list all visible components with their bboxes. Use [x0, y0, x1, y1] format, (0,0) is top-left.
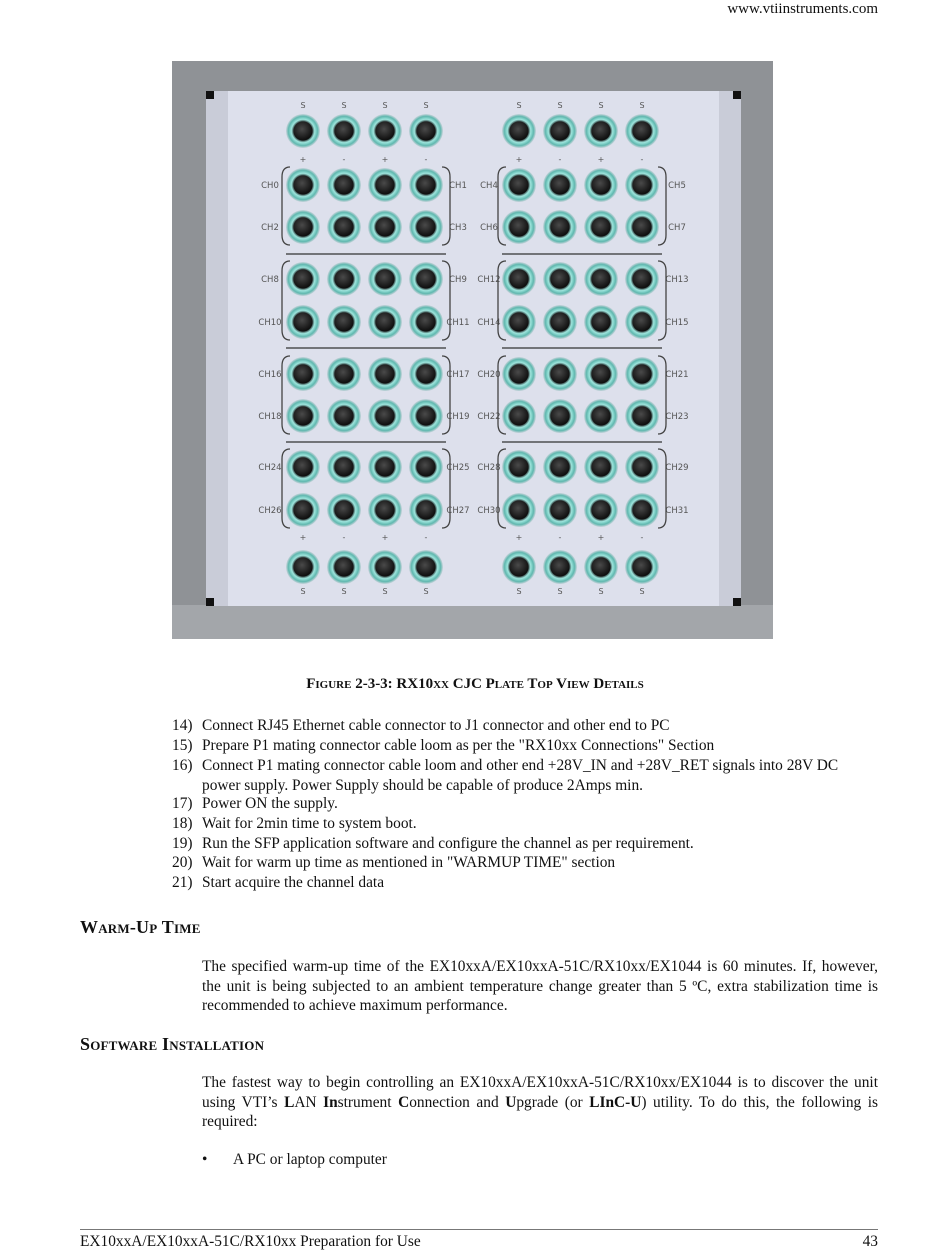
connector-pin: [551, 458, 570, 477]
shield-label: S: [423, 101, 429, 110]
connector-pin: [633, 458, 652, 477]
polarity-label: +: [299, 155, 307, 164]
polarity-label: +: [515, 155, 523, 164]
channel-label: CH3: [449, 223, 467, 233]
step-number: 20): [172, 854, 193, 871]
connector-pin: [376, 122, 395, 141]
channel-label: CH6: [480, 223, 498, 233]
connector-pin: [417, 501, 436, 520]
connector-pin: [417, 270, 436, 289]
channel-label: CH8: [261, 275, 279, 285]
connector-pin: [417, 558, 436, 577]
channel-label: CH13: [665, 275, 689, 285]
step-item: [172, 756, 848, 795]
connector-pin: [294, 407, 313, 426]
cjc-plate-image: [172, 61, 773, 639]
connector-pin: [294, 458, 313, 477]
connector-pin: [551, 218, 570, 237]
connector-pin: [335, 270, 354, 289]
connector-pin: [510, 501, 529, 520]
connector-pin: [335, 218, 354, 237]
step-item: [172, 736, 872, 756]
step-text: Start acquire the channel data: [202, 874, 385, 891]
step-item: [172, 794, 872, 814]
step-item: [172, 716, 872, 736]
connector-pin: [592, 501, 611, 520]
connector-pin: [294, 365, 313, 384]
connector-pin: [510, 558, 529, 577]
shield-label: S: [516, 587, 522, 596]
corner-clip: [206, 91, 214, 99]
step-number: 21): [172, 874, 193, 891]
bullet-dot: •: [202, 1151, 208, 1168]
channel-label: CH18: [258, 412, 282, 422]
channel-label: CH1: [449, 181, 467, 191]
step-item: [172, 834, 872, 854]
channel-label: CH15: [665, 318, 689, 328]
connector-pin: [551, 501, 570, 520]
step-item: [172, 814, 872, 834]
connector-pin: [294, 313, 313, 332]
connector-pin: [592, 558, 611, 577]
connector-pin: [417, 458, 436, 477]
connector-pin: [592, 218, 611, 237]
connector-pin: [633, 407, 652, 426]
connector-pin: [417, 218, 436, 237]
channel-label: CH10: [258, 318, 282, 328]
footer-title: EX10xxA/EX10xxA-51C/RX10xx Preparation for Use: [80, 1233, 421, 1250]
shield-label: S: [557, 587, 563, 596]
connector-pin: [633, 501, 652, 520]
channel-label: CH5: [668, 181, 686, 191]
connector-pin: [376, 218, 395, 237]
figure-caption: Figure 2-3-3: RX10xx CJC Plate Top View Details: [306, 676, 644, 692]
shield-label: S: [557, 101, 563, 110]
software-heading: Software Installation: [80, 1034, 265, 1054]
connector-pin: [592, 270, 611, 289]
warmup-heading: Warm-Up Time: [80, 917, 201, 937]
channel-label: CH31: [665, 506, 689, 516]
warmup-paragraph: The specified warm-up time of the EX10xxA/EX10xxA-51C/RX10xx/EX1044 is 60 minutes. If, however, the unit is being subjected to an ambient temperature change greater than 5 ºC, extra stabilization time is recommended to achieve maximum performance.: [202, 958, 878, 1014]
step-number: 17): [172, 795, 193, 812]
connector-pin: [294, 176, 313, 195]
connector-pin: [633, 218, 652, 237]
step-number: 15): [172, 737, 193, 754]
channel-label: CH0: [261, 181, 279, 191]
channel-label: CH2: [261, 223, 279, 233]
channel-label: CH9: [449, 275, 467, 285]
connector-pin: [294, 501, 313, 520]
connector-pin: [376, 407, 395, 426]
connector-pin: [417, 407, 436, 426]
connector-pin: [417, 122, 436, 141]
connector-pin: [510, 176, 529, 195]
connector-pin: [335, 458, 354, 477]
channel-label: CH16: [258, 370, 282, 380]
connector-pin: [376, 558, 395, 577]
connector-pin: [510, 313, 529, 332]
connector-pin: [376, 365, 395, 384]
channel-label: CH23: [665, 412, 689, 422]
connector-pin: [335, 558, 354, 577]
channel-label: CH28: [477, 463, 501, 473]
connector-pin: [294, 218, 313, 237]
connector-pin: [376, 270, 395, 289]
connector-pin: [592, 407, 611, 426]
header-url: www.vtiinstruments.com: [727, 1, 878, 17]
channel-label: CH25: [446, 463, 470, 473]
step-text: Prepare P1 mating connector cable loom as per the "RX10xx Connections" Section: [202, 737, 715, 754]
shield-label: S: [639, 101, 645, 110]
connector-pin: [633, 270, 652, 289]
step-text: Connect P1 mating connector cable loom and other end +28V_IN and +28V_RET signals into 28V DC power supply. Power Supply should be capable of produce 2Amps min.: [202, 757, 839, 794]
polarity-label: -: [640, 533, 644, 542]
connector-pin: [294, 270, 313, 289]
connector-pin: [335, 407, 354, 426]
connector-pin: [592, 458, 611, 477]
connector-pin: [376, 313, 395, 332]
polarity-label: -: [558, 533, 562, 542]
shield-label: S: [300, 101, 306, 110]
step-text: Wait for 2min time to system boot.: [202, 815, 417, 832]
connector-pin: [633, 365, 652, 384]
polarity-label: +: [381, 533, 389, 542]
software-paragraph: The fastest way to begin controlling an EX10xxA/EX10xxA-51C/RX10xx/EX1044 is to discover the unit using VTI’s LAN Instrument Connection and Upgrade (or LInC-U) utility. To do this, the following is required:: [202, 1074, 879, 1130]
connector-pin: [510, 407, 529, 426]
polarity-label: -: [424, 533, 428, 542]
corner-clip: [733, 598, 741, 606]
channel-label: CH21: [665, 370, 689, 380]
connector-pin: [510, 122, 529, 141]
polarity-label: -: [342, 155, 346, 164]
corner-clip: [206, 598, 214, 606]
requirement-list-item: [202, 1151, 387, 1169]
polarity-label: +: [515, 533, 523, 542]
channel-label: CH30: [477, 506, 501, 516]
corner-clip: [733, 91, 741, 99]
bullet-text: A PC or laptop computer: [233, 1151, 387, 1168]
connector-pin: [551, 365, 570, 384]
connector-pin: [592, 313, 611, 332]
connector-pin: [510, 270, 529, 289]
channel-label: CH12: [477, 275, 501, 285]
connector-pin: [417, 313, 436, 332]
shield-label: S: [341, 587, 347, 596]
channel-label: CH14: [477, 318, 501, 328]
step-item: [172, 853, 872, 873]
connector-pin: [551, 407, 570, 426]
step-number: 14): [172, 717, 193, 734]
channel-label: CH11: [446, 318, 470, 328]
shield-label: S: [516, 101, 522, 110]
connector-pin: [551, 270, 570, 289]
step-number: 19): [172, 835, 193, 852]
channel-label: CH24: [258, 463, 282, 473]
step-number: 18): [172, 815, 193, 832]
connector-pin: [551, 558, 570, 577]
connector-pin: [510, 218, 529, 237]
connector-pin: [294, 558, 313, 577]
polarity-label: -: [342, 533, 346, 542]
step-text: Wait for warm up time as mentioned in "WARMUP TIME" section: [202, 854, 616, 871]
connector-pin: [376, 501, 395, 520]
channel-label: CH29: [665, 463, 689, 473]
connector-pin: [335, 501, 354, 520]
channel-label: CH7: [668, 223, 686, 233]
cjc-plate-photo: [172, 61, 773, 639]
connector-pin: [335, 313, 354, 332]
connector-pin: [633, 558, 652, 577]
channel-label: CH27: [446, 506, 470, 516]
connector-pin: [592, 365, 611, 384]
channel-label: CH22: [477, 412, 501, 422]
connector-pin: [510, 458, 529, 477]
step-item: [172, 873, 872, 893]
connector-pin: [294, 122, 313, 141]
connector-pin: [335, 365, 354, 384]
connector-pin: [376, 458, 395, 477]
connector-pin: [376, 176, 395, 195]
connector-pin: [335, 176, 354, 195]
shield-label: S: [598, 587, 604, 596]
connector-pin: [633, 122, 652, 141]
channel-label: CH17: [446, 370, 470, 380]
shield-label: S: [341, 101, 347, 110]
channel-label: CH26: [258, 506, 282, 516]
polarity-label: +: [597, 155, 605, 164]
connector-pin: [551, 176, 570, 195]
connector-pin: [335, 122, 354, 141]
polarity-label: +: [597, 533, 605, 542]
shield-label: S: [382, 101, 388, 110]
polarity-label: -: [558, 155, 562, 164]
footer-divider: [80, 1229, 878, 1230]
channel-label: CH20: [477, 370, 501, 380]
connector-pin: [633, 176, 652, 195]
connector-pin: [510, 365, 529, 384]
connector-pin: [633, 313, 652, 332]
page-number: 43: [862, 1233, 878, 1250]
step-number: 16): [172, 757, 193, 774]
channel-label: CH19: [446, 412, 470, 422]
connector-pin: [551, 313, 570, 332]
shield-label: S: [598, 101, 604, 110]
connector-pin: [592, 176, 611, 195]
step-text: Connect RJ45 Ethernet cable connector to J1 connector and other end to PC: [202, 717, 670, 734]
polarity-label: -: [640, 155, 644, 164]
shield-label: S: [382, 587, 388, 596]
connector-pin: [551, 122, 570, 141]
connector-pin: [417, 176, 436, 195]
channel-label: CH4: [480, 181, 498, 191]
connector-pin: [417, 365, 436, 384]
connector-pin: [592, 122, 611, 141]
polarity-label: -: [424, 155, 428, 164]
step-text: Run the SFP application software and configure the channel as per requirement.: [202, 835, 694, 852]
shield-label: S: [639, 587, 645, 596]
polarity-label: +: [299, 533, 307, 542]
shield-label: S: [300, 587, 306, 596]
step-text: Power ON the supply.: [202, 795, 338, 812]
polarity-label: +: [381, 155, 389, 164]
shield-label: S: [423, 587, 429, 596]
